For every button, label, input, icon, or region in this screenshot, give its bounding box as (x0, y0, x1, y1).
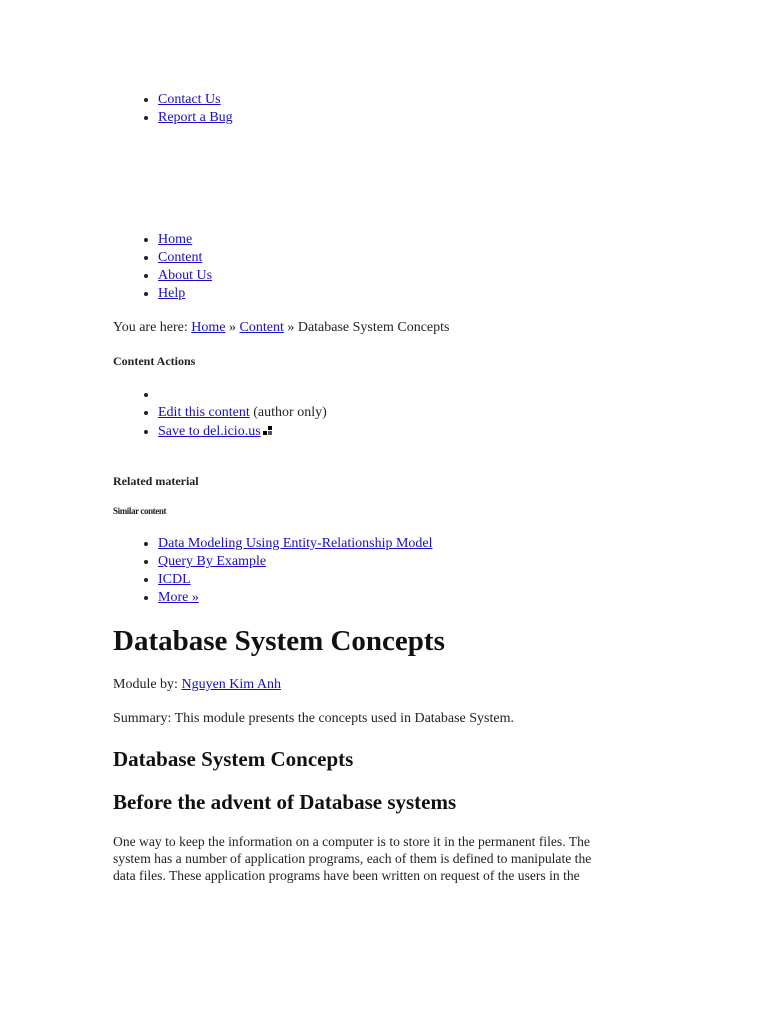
page-title: Database System Concepts (113, 625, 445, 657)
nav-content-link[interactable]: Content (158, 250, 203, 265)
similar-link-icdl[interactable]: ICDL (158, 572, 191, 587)
nav-about-link[interactable]: About Us (158, 268, 213, 283)
edit-note: (author only) (253, 405, 327, 420)
subsection-title: Before the advent of Database systems (113, 790, 457, 814)
list-item (158, 285, 212, 303)
similar-content-heading: Similar content (113, 506, 167, 516)
module-author (113, 676, 648, 694)
related-material-heading: Related material (113, 474, 199, 488)
breadcrumb-prefix: You are here: (113, 320, 188, 335)
similar-content-list (0, 535, 433, 607)
breadcrumb-home-link[interactable]: Home (191, 320, 226, 335)
module-summary: Summary: This module presents the concepts used in Database System. (113, 711, 515, 726)
list-item (158, 91, 233, 109)
list-item (158, 109, 233, 127)
similar-link-qbe[interactable]: Query By Example (158, 554, 267, 569)
main-nav (0, 231, 212, 303)
contact-us-link[interactable]: Contact Us (158, 92, 221, 107)
list-item (158, 404, 327, 422)
list-item (158, 535, 433, 553)
list-item (158, 571, 433, 589)
breadcrumb-content-link[interactable]: Content (239, 320, 284, 335)
nav-help-link[interactable]: Help (158, 286, 186, 301)
section-title: Database System Concepts (113, 747, 354, 771)
content-actions-heading: Content Actions (113, 354, 196, 368)
paragraph-line: data files. These application programs have been written on request of the users in the (113, 868, 580, 883)
breadcrumb-current: Database System Concepts (297, 320, 450, 335)
nav-home-link[interactable]: Home (158, 232, 193, 247)
similar-link-data-modeling[interactable]: Data Modeling Using Entity-Relationship Model (158, 536, 433, 551)
list-item (158, 423, 327, 441)
body-paragraph (113, 833, 658, 884)
more-link[interactable]: More » (158, 590, 199, 605)
top-links-list (0, 91, 233, 127)
paragraph-line: One way to keep the information on a computer is to store it in the permanent files. The (113, 834, 590, 849)
report-bug-link[interactable]: Report a Bug (158, 110, 233, 125)
paragraph-line: system has a number of application programs, each of them is defined to manipulate the (113, 851, 592, 866)
breadcrumb-separator: » (229, 320, 236, 335)
delicious-icon (263, 426, 273, 436)
list-item (158, 589, 433, 607)
list-item (158, 249, 212, 267)
list-item (158, 553, 433, 571)
breadcrumb (113, 319, 648, 337)
content-actions-list (0, 386, 327, 441)
list-item (158, 267, 212, 285)
breadcrumb-separator: » (287, 320, 295, 335)
list-item (158, 386, 327, 404)
save-delicious-link[interactable]: Save to del.icio.us (158, 424, 261, 439)
author-prefix: Module by: (113, 677, 178, 692)
list-item (158, 231, 212, 249)
author-link[interactable]: Nguyen Kim Anh (181, 677, 282, 692)
edit-content-link[interactable]: Edit this content (158, 405, 250, 420)
